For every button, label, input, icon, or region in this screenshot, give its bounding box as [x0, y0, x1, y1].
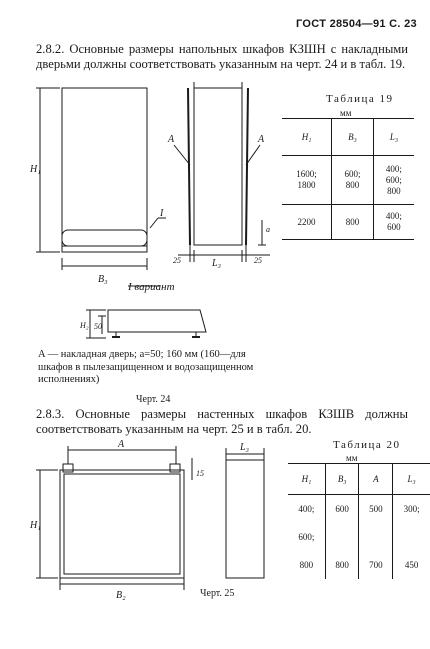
figure-24-note: A — накладная дверь; a=50; 160 мм (160—для шкафов в пылезащищенном и водозащищенном исполнениях) — [38, 349, 254, 385]
table-20-header: A — [359, 464, 393, 495]
table-19-header: L₃ — [373, 119, 414, 156]
label-l3: L₃ — [240, 442, 250, 453]
table-20-unit: мм — [346, 453, 358, 463]
label-dim-25-right: 25 — [254, 256, 262, 265]
table-cell: 800 — [299, 559, 314, 570]
paragraph-2-8-3: 2.8.3. Основные размеры настенных шкафов КЗШВ должны соответствовать указанным на черт. 25 и в табл. 20. — [36, 407, 408, 436]
table-row — [288, 523, 430, 551]
figure-25-caption: Черт. 25 — [200, 588, 235, 599]
table-cell: 500 — [359, 495, 393, 524]
label-h1: H₁ — [30, 164, 41, 175]
label-b3: B₃ — [98, 274, 108, 285]
label-h1: H₁ — [30, 520, 41, 531]
figure-24-caption: Черт. 24 — [136, 394, 171, 405]
table-cell: 300; — [393, 495, 430, 524]
table-cell — [325, 523, 359, 551]
table-cell: 400; 600; 800 — [373, 156, 414, 205]
table-row — [288, 551, 430, 579]
table-cell: 400; — [298, 503, 315, 514]
label-dim-15: 15 — [196, 469, 204, 478]
table-cell: 600; — [298, 531, 315, 542]
table-cell: 450 — [393, 551, 430, 579]
drawing-fig-25 — [36, 446, 264, 590]
page-header: ГОСТ 28504—91 С. 23 — [296, 18, 417, 30]
table-19-header: B₃ — [332, 119, 374, 156]
table-row — [288, 495, 430, 524]
table-cell: 600; 800 — [332, 156, 374, 205]
label-dim-50: 50 — [94, 322, 102, 331]
table-cell: 400; 600 — [373, 205, 414, 240]
table-19-caption: Таблица 19 — [326, 93, 394, 105]
table-cell — [359, 523, 393, 551]
label-i-mark: I — [160, 208, 164, 219]
table-19-header: H₁ — [282, 119, 332, 156]
table-20-caption: Таблица 20 — [333, 439, 401, 451]
table-20-header: B₃ — [325, 464, 359, 495]
label-a-right: A — [258, 134, 265, 145]
label-a-left: A — [168, 134, 175, 145]
variant-title: I вариант — [128, 281, 175, 293]
table-cell: 1600; 1800 — [282, 156, 332, 205]
table-20-header: H₁ — [288, 464, 325, 495]
base-highlight-ellipse — [62, 230, 147, 246]
table-20 — [288, 463, 430, 579]
table-cell — [393, 523, 430, 551]
cabinet-front-view — [62, 88, 147, 252]
table-cell: 2200 — [282, 205, 332, 240]
table-cell: 800 — [332, 205, 374, 240]
label-l3: L₃ — [212, 258, 222, 269]
label-dim-25-left: 25 — [173, 256, 181, 265]
table-cell: 600 — [325, 495, 359, 524]
label-b2: B₂ — [116, 590, 126, 601]
label-h2: H₂ — [80, 321, 89, 330]
table-19-unit: мм — [340, 108, 352, 118]
table-cell: 800 — [325, 551, 359, 579]
table-20-header: L₃ — [393, 464, 430, 495]
label-dim-a: a — [266, 225, 270, 234]
label-a: A — [118, 439, 125, 450]
paragraph-2-8-2: 2.8.2. Основные размеры напольных шкафов КЗШН с накладными дверьми должны соответствовать указанным на черт. 24 и в табл. 19. — [36, 42, 408, 71]
table-cell: 700 — [359, 551, 393, 579]
